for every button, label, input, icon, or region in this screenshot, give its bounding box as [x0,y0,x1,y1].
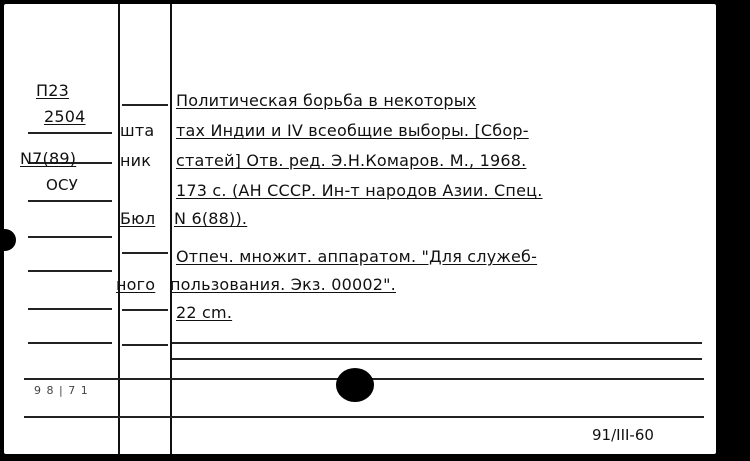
text-line-3: статей] Отв. ред. Э.Н.Комаров. М., 1968. [176,151,527,170]
ruling-line [28,236,112,238]
catalog-card [4,4,716,454]
text-line-8: 22 cm. [176,303,233,322]
word-fragment-3: Бюл [120,209,156,228]
text-line-5: N 6(88)). [174,209,248,228]
ruling-line [28,308,112,310]
text-line-4: 173 с. (АН СССР. Ин-т народов Азии. Спец. [176,181,543,200]
word-fragment-2: ник [120,151,152,170]
ruling-line [122,104,168,106]
call-number-line-2: 2504 [44,107,86,126]
faint-bottom-mark: 9 8 | 7 1 [34,384,89,397]
text-line-6: Отпеч. множит. аппаратом. "Для служеб- [176,247,538,266]
word-fragment-1: шта [120,121,155,140]
vertical-rule-1 [118,4,120,454]
ruling-line [172,358,702,360]
punch-hole-bottom [336,368,374,402]
text-line-2: тах Индии и IV всеобщие выборы. [Сбор- [176,121,529,140]
ruling-line [122,252,168,254]
ruling-line [28,200,112,202]
vertical-rule-2 [170,4,172,454]
ruling-line [28,270,112,272]
ruling-line [122,344,168,346]
ruling-line [24,416,704,418]
ruling-line [28,132,112,134]
word-fragment-4: ного [116,275,156,294]
date-note: 91/III-60 [592,426,654,444]
mark-ocy: ОСУ [46,176,79,194]
text-line-1: Политическая борьба в некоторых [176,91,477,110]
punch-hole-left [4,229,16,251]
ruling-line [172,342,702,344]
text-line-7: пользования. Экз. 00002". [170,275,396,294]
ruling-line [122,309,168,311]
ruling-line [28,342,112,344]
issue-mark: N7(89) [20,149,77,168]
call-number-line-1: П23 [36,81,69,100]
